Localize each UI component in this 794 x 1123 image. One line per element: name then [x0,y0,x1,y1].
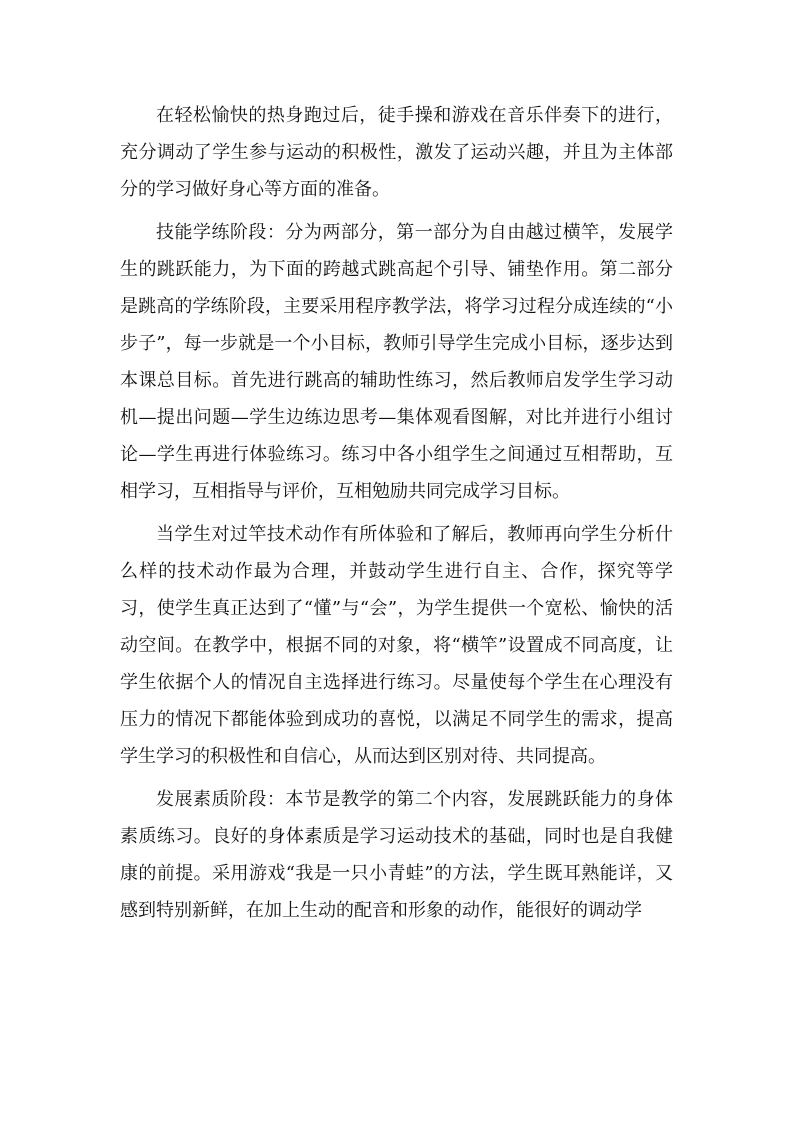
paragraph-warmup: 在轻松愉快的热身跑过后，徒手操和游戏在音乐伴奏下的进行，充分调动了学生参与运动的积极性，激发了运动兴趣，并且为主体部分的学习做好身心等方面的准备。 [120,105,673,200]
paragraph-technique-analysis: 当学生对过竿技术动作有所体验和了解后，教师再向学生分析什么样的技术动作最为合理，并鼓动学生进行自主、合作，探究等学习，使学生真正达到了“懂”与“会”，为学生提供一个宽松、愉快的活动空间。在教学中，根据不同的对象，将“横竿”设置成不同高度，让学生依据个人的情况自主选择进行练习。尽量使每个学生在心理没有压力的情况下都能体验到成功的喜悦，以满足不同学生的需求，提高学生学习的积极性和自信心，从而达到区别对待、共同提高。 [120,524,673,767]
document-page [120,97,673,935]
paragraph-skill-practice: 技能学练阶段：分为两部分，第一部分为自由越过横竿，发展学生的跳跃能力，为下面的跨越式跳高起个引导、铺垫作用。第二部分是跳高的学练阶段，主要采用程序教学法，将学习过程分成连续的“小步子”，每一步就是一个小目标，教师引导学生完成小目标，逐步达到本课总目标。首先进行跳高的辅助性练习，然后教师启发学生学习动机—提出问题—学生边练边思考—集体观看图解，对比并进行小组讨论—学生再进行体验练习。练习中各小组学生之间通过互相帮助，互相学习，互相指导与评价，互相勉励共同完成学习目标。 [120,222,673,502]
paragraph-fitness-development: 发展素质阶段：本节是教学的第二个内容，发展跳跃能力的身体素质练习。良好的身体素质是学习运动技术的基础，同时也是自我健康的前提。采用游戏“我是一只小青蛙”的方法，学生既耳熟能详，又感到特别新鲜，在加上生动的配音和形象的动作，能很好的调动学 [120,789,673,921]
